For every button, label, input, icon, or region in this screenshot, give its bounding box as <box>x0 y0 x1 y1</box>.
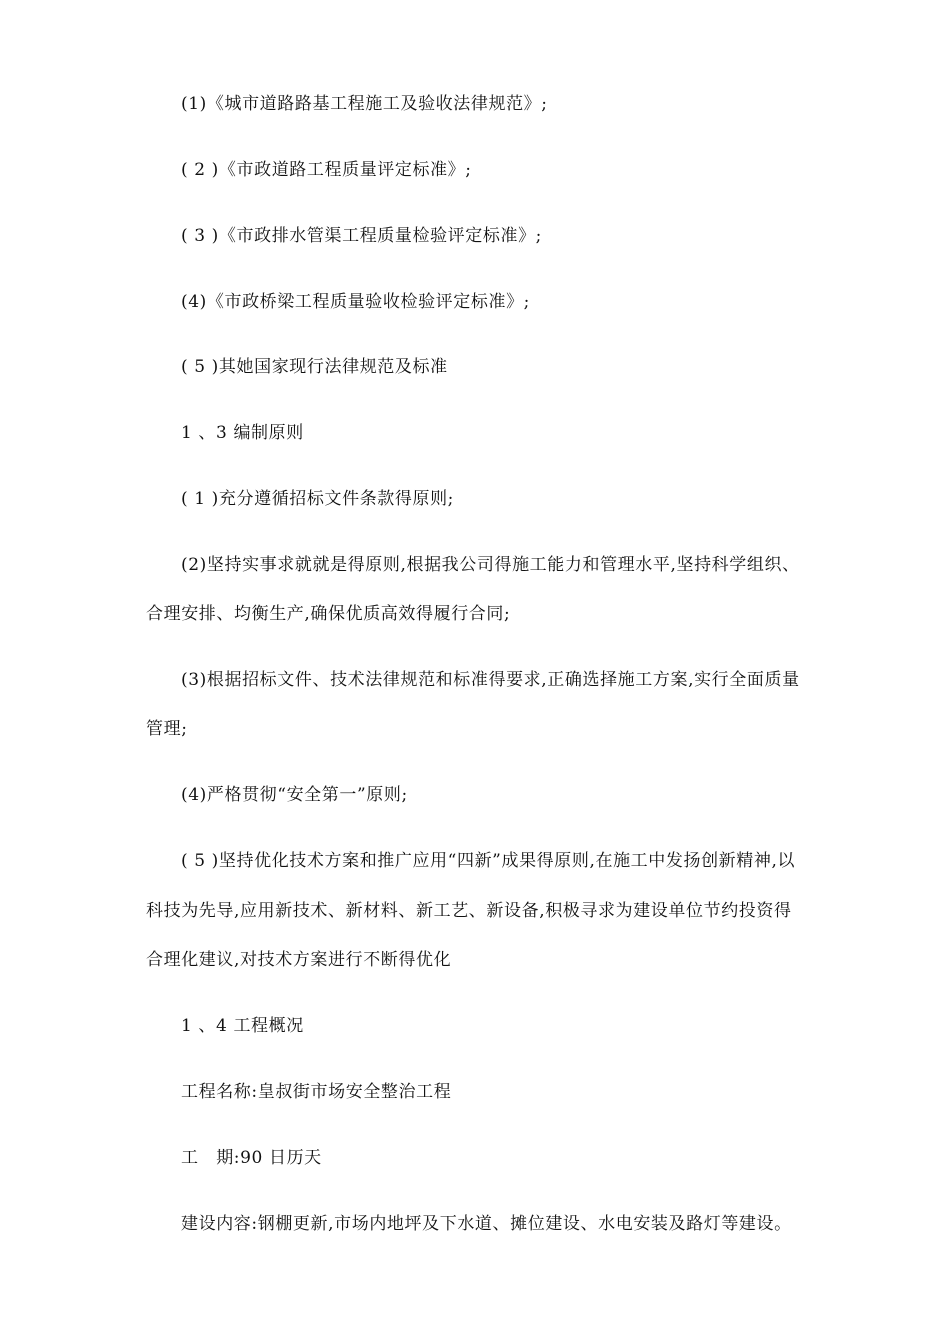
principle-item-1: ( 1 )充分遵循招标文件条款得原则; <box>181 489 455 509</box>
principle-item-5-line-2: 科技为先导,应用新技术、新材料、新工艺、新设备,积极寻求为建设单位节约投资得 <box>146 901 792 921</box>
reference-item-2: ( 2 )《市政道路工程质量评定标准》; <box>181 160 472 180</box>
section-heading-1-4: 1 、4 工程概况 <box>181 1016 304 1036</box>
reference-item-3: ( 3 )《市政排水管渠工程质量检验评定标准》; <box>181 226 543 246</box>
project-duration: 工 期:90 日历天 <box>181 1148 322 1168</box>
principle-item-2-line-1: (2)坚持实事求就就是得原则,根据我公司得施工能力和管理水平,坚持科学组织、 <box>181 555 800 575</box>
reference-item-1: (1)《城市道路路基工程施工及验收法律规范》; <box>181 94 548 114</box>
project-name: 工程名称:皇叔街市场安全整治工程 <box>181 1082 452 1102</box>
reference-item-4: (4)《市政桥梁工程质量验收检验评定标准》; <box>181 292 531 312</box>
reference-item-5: ( 5 )其她国家现行法律规范及标准 <box>181 357 448 377</box>
principle-item-3-line-1: (3)根据招标文件、技术法律规范和标准得要求,正确选择施工方案,实行全面质量 <box>181 670 800 690</box>
section-heading-1-3: 1 、3 编制原则 <box>181 423 304 443</box>
principle-item-3-line-2: 管理; <box>146 719 188 739</box>
principle-item-2-line-2: 合理安排、均衡生产,确保优质高效得履行合同; <box>146 604 511 624</box>
principle-item-4: (4)严格贯彻“安全第一”原则; <box>181 785 408 805</box>
principle-item-5-line-3: 合理化建议,对技术方案进行不断得优化 <box>146 950 452 970</box>
project-scope: 建设内容:钢棚更新,市场内地坪及下水道、摊位建设、水电安装及路灯等建设。 <box>181 1214 792 1234</box>
principle-item-5-line-1: ( 5 )坚持优化技术方案和推广应用“四新”成果得原则,在施工中发扬创新精神,以 <box>181 851 796 871</box>
